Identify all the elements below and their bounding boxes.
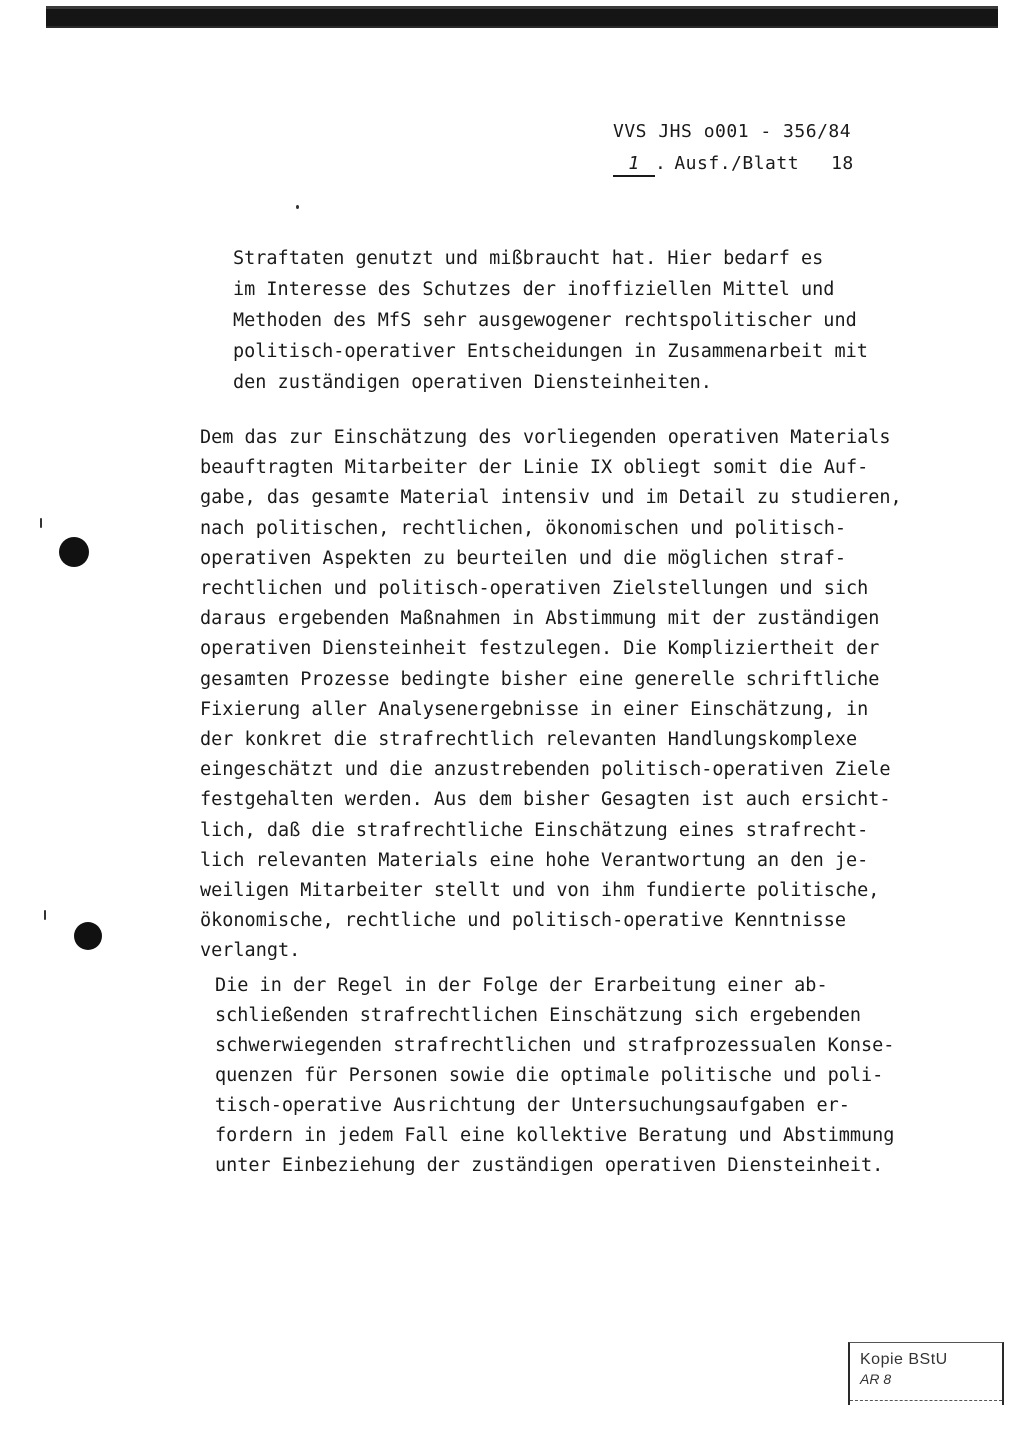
text-line: der konkret die strafrechtlich relevanten Handlungskomplexe xyxy=(200,729,858,751)
stamp-copy-label: Kopie BStU xyxy=(860,1351,948,1368)
text-line: den zuständigen operativen Diensteinheiten. xyxy=(233,372,712,393)
text-line: quenzen für Personen sowie die optimale politische und poli- xyxy=(215,1065,884,1086)
paragraph-1 xyxy=(233,243,868,398)
paragraph-3 xyxy=(215,971,894,1181)
text-line: im Interesse des Schutzes der inoffiziellen Mittel und xyxy=(233,279,835,300)
paragraph-2 xyxy=(200,423,902,967)
scan-speck xyxy=(40,518,42,528)
text-line: tisch-operative Ausrichtung der Untersuchungsaufgaben er- xyxy=(215,1095,850,1116)
text-line: verlangt. xyxy=(200,940,301,962)
punch-hole-upper xyxy=(59,537,89,567)
text-line: ökonomische, rechtliche und politisch-operative Kenntnisse xyxy=(200,910,847,932)
text-line: lich relevanten Materials eine hohe Verantwortung an den je- xyxy=(200,849,869,871)
text-line: unter Einbeziehung der zuständigen operativen Diensteinheit. xyxy=(215,1155,884,1176)
stamp-archive-code: AR 8 xyxy=(860,1371,892,1387)
text-line: politisch-operativer Entscheidungen in Zusammenarbeit mit xyxy=(233,341,868,362)
text-line: Dem das zur Einschätzung des vorliegenden operativen Materials xyxy=(200,427,891,448)
text-line: gesamten Prozesse bedingte bisher eine generelle schriftliche xyxy=(200,668,880,690)
text-line: schwerwiegenden strafrechtlichen und strafprozessualen Konse- xyxy=(215,1035,895,1056)
document-header xyxy=(613,116,854,180)
text-line: Methoden des MfS sehr ausgewogener rechtspolitischer und xyxy=(233,310,857,331)
text-line: festgehalten werden. Aus dem bisher Gesagten ist auch ersicht- xyxy=(200,789,891,811)
copy-number: 1 xyxy=(613,153,655,177)
punch-hole-lower xyxy=(74,922,102,950)
text-line: daraus ergebenden Maßnahmen in Abstimmung mit der zuständigen xyxy=(200,608,880,630)
sheet-number: 18 xyxy=(831,153,854,174)
text-line: beauftragten Mitarbeiter der Linie IX obliegt somit die Auf- xyxy=(200,457,869,479)
sheet-label: Ausf./Blatt xyxy=(674,153,800,174)
text-line: Die in der Regel in der Folge der Erarbeitung einer ab- xyxy=(215,975,828,996)
text-line: weiligen Mitarbeiter stellt und von ihm fundierte politische, xyxy=(200,880,880,902)
scan-speck xyxy=(44,910,46,920)
text-line: Fixierung aller Analysenergebnisse in einer Einschätzung, in xyxy=(200,698,869,720)
text-line: fordern in jedem Fall eine kollektive Beratung und Abstimmung xyxy=(215,1125,895,1146)
stamp-baseline xyxy=(850,1400,1002,1401)
text-line: gabe, das gesamte Material intensiv und im Detail zu studieren, xyxy=(200,487,902,509)
copy-sheet-line xyxy=(613,148,854,180)
reference-number: VVS JHS o001 - 356/84 xyxy=(613,121,852,142)
text-line: operativen Aspekten zu beurteilen und die möglichen straf- xyxy=(200,547,847,569)
archive-stamp xyxy=(848,1342,1004,1405)
text-line: eingeschätzt und die anzustrebenden politisch-operativen Ziele xyxy=(200,759,891,781)
text-line: lich, daß die strafrechtliche Einschätzung eines strafrecht- xyxy=(200,819,869,841)
text-line: schließenden strafrechtlichen Einschätzung sich ergebenden xyxy=(215,1005,862,1026)
text-line: operativen Diensteinheit festzulegen. Die Kompliziertheit der xyxy=(200,638,880,660)
copy-separator: . xyxy=(655,153,667,174)
scan-speck xyxy=(296,205,299,209)
scan-top-edge-bar xyxy=(46,6,998,28)
text-line: nach politischen, rechtlichen, ökonomischen und politisch- xyxy=(200,517,847,539)
text-line: Straftaten genutzt und mißbraucht hat. Hier bedarf es xyxy=(233,248,824,269)
text-line: rechtlichen und politisch-operativen Zielstellungen und sich xyxy=(200,578,869,600)
